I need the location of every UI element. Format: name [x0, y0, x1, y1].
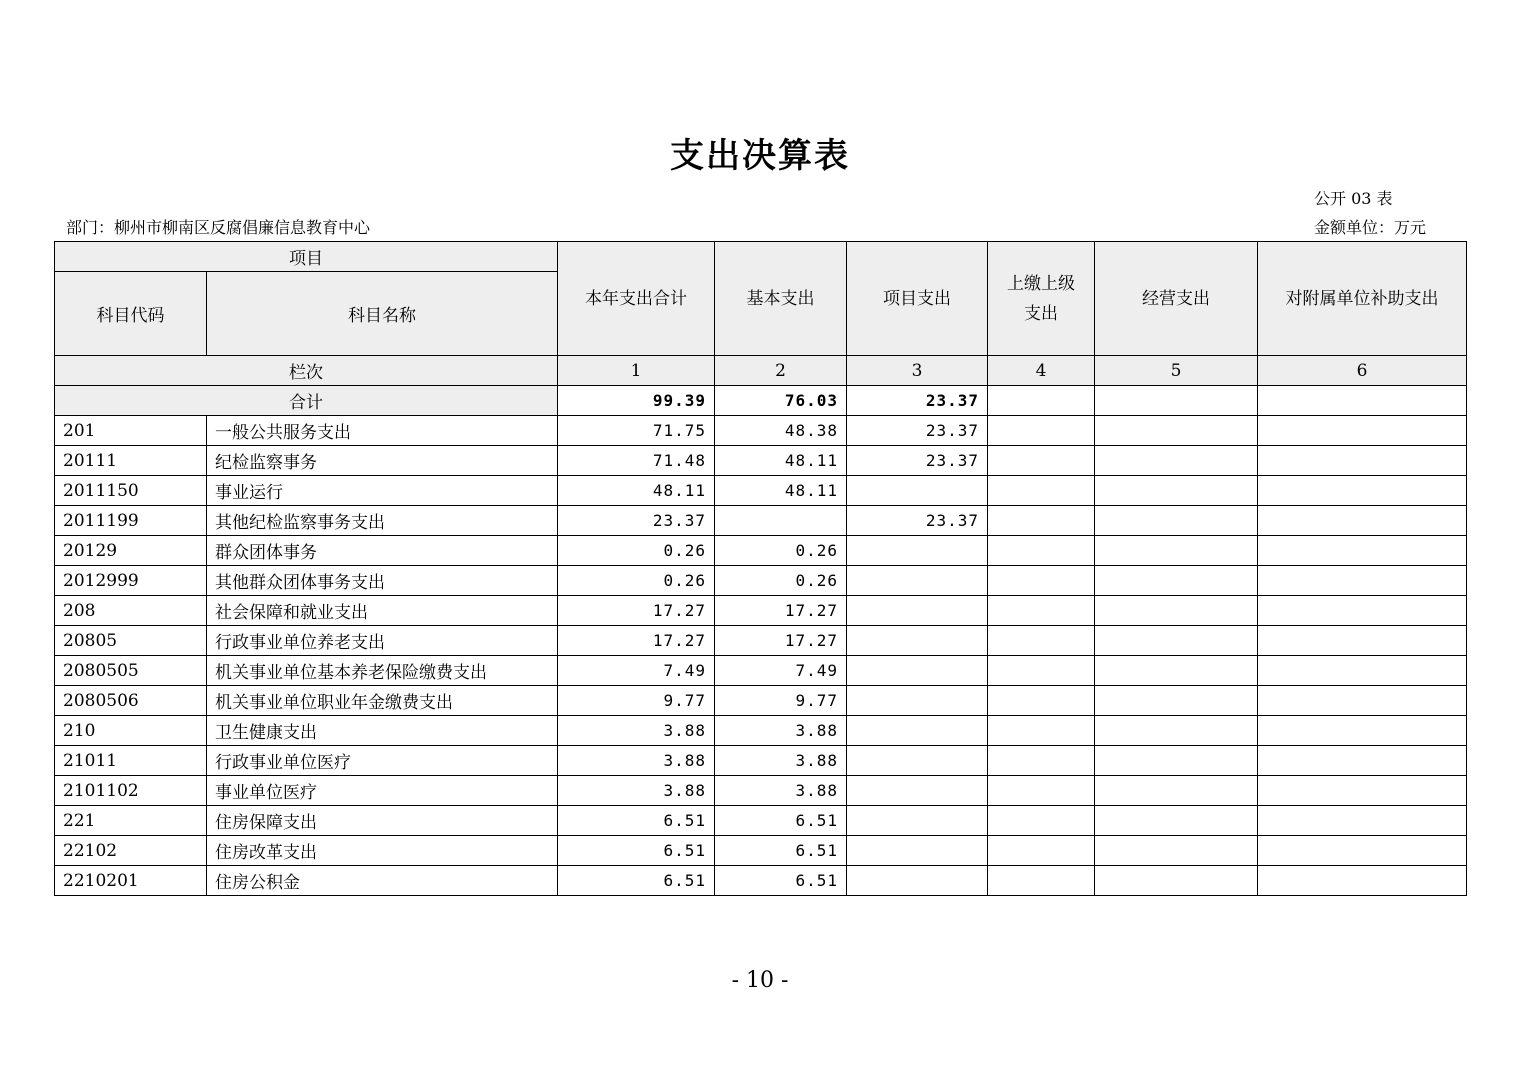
project-cell: [847, 686, 988, 716]
remit-cell: [988, 446, 1095, 476]
name-cell: 社会保障和就业支出: [207, 596, 558, 626]
basic-cell: 6.51: [715, 836, 847, 866]
code-cell: 210: [55, 716, 207, 746]
basic-cell: 3.88: [715, 776, 847, 806]
remit-cell: [988, 656, 1095, 686]
total-cell: 0.26: [558, 566, 715, 596]
page-number: - 10 -: [731, 968, 789, 993]
basic-cell: 48.11: [715, 476, 847, 506]
code-cell: 201: [55, 416, 207, 446]
total-label: 合计: [55, 386, 558, 416]
operating-cell: [1095, 506, 1258, 536]
operating-cell: [1095, 776, 1258, 806]
project-cell: 23.37: [847, 416, 988, 446]
table-row: [55, 416, 1467, 446]
operating-cell: [1095, 626, 1258, 656]
table-row: [55, 836, 1467, 866]
subsidy-cell: [1258, 806, 1467, 836]
total-cell: 3.88: [558, 716, 715, 746]
subsidy-cell: [1258, 536, 1467, 566]
basic-cell: 48.38: [715, 416, 847, 446]
name-cell: 其他纪检监察事务支出: [207, 506, 558, 536]
code-cell: 2210201: [55, 866, 207, 896]
table-row: [55, 626, 1467, 656]
operating-cell: [1095, 716, 1258, 746]
remit-cell: [988, 506, 1095, 536]
name-cell: 住房保障支出: [207, 806, 558, 836]
lanci-label: 栏次: [55, 356, 558, 386]
operating-cell: [1095, 566, 1258, 596]
total-cell: 48.11: [558, 476, 715, 506]
name-cell: 一般公共服务支出: [207, 416, 558, 446]
subsidy-cell: [1258, 626, 1467, 656]
table-row: [55, 656, 1467, 686]
basic-cell: 17.27: [715, 626, 847, 656]
subsidy-cell: [1258, 416, 1467, 446]
basic-cell: 0.26: [715, 536, 847, 566]
project-cell: [847, 746, 988, 776]
project-cell: [847, 626, 988, 656]
basic-cell: 0.26: [715, 566, 847, 596]
table-row: [55, 536, 1467, 566]
operating-cell: [1095, 656, 1258, 686]
code-cell: 2080506: [55, 686, 207, 716]
basic-cell: [715, 506, 847, 536]
code-cell: 21011: [55, 746, 207, 776]
total-cell: 3.88: [558, 776, 715, 806]
name-cell: 其他群众团体事务支出: [207, 566, 558, 596]
remit-cell: [988, 416, 1095, 446]
project-cell: [847, 776, 988, 806]
table-row: [55, 446, 1467, 476]
total-operating-value: [1095, 386, 1258, 416]
lanci-row: [55, 356, 1467, 386]
project-cell: 23.37: [847, 446, 988, 476]
remit-cell: [988, 536, 1095, 566]
table-row: [55, 506, 1467, 536]
total-cell: 9.77: [558, 686, 715, 716]
operating-cell: [1095, 416, 1258, 446]
table-row: [55, 716, 1467, 746]
code-cell: 2080505: [55, 656, 207, 686]
header-total-expenditure: 本年支出合计: [558, 242, 715, 356]
total-subsidy-value: [1258, 386, 1467, 416]
subsidy-cell: [1258, 836, 1467, 866]
lanci-5: 5: [1095, 356, 1258, 386]
code-cell: 20111: [55, 446, 207, 476]
code-cell: 22102: [55, 836, 207, 866]
total-cell: 71.75: [558, 416, 715, 446]
header-basic-expenditure: 基本支出: [715, 242, 847, 356]
operating-cell: [1095, 536, 1258, 566]
remit-cell: [988, 626, 1095, 656]
subsidy-cell: [1258, 656, 1467, 686]
table-row: [55, 686, 1467, 716]
total-cell: 0.26: [558, 536, 715, 566]
remit-cell: [988, 476, 1095, 506]
project-cell: [847, 836, 988, 866]
subsidy-cell: [1258, 476, 1467, 506]
header-name: 科目名称: [207, 272, 558, 356]
code-cell: 2011199: [55, 506, 207, 536]
header-row-project: [55, 242, 1467, 272]
remit-cell: [988, 746, 1095, 776]
total-basic-value: 76.03: [715, 386, 847, 416]
remit-cell: [988, 866, 1095, 896]
project-cell: [847, 536, 988, 566]
basic-cell: 17.27: [715, 596, 847, 626]
remit-cell: [988, 716, 1095, 746]
total-project-value: 23.37: [847, 386, 988, 416]
remit-cell: [988, 836, 1095, 866]
name-cell: 事业单位医疗: [207, 776, 558, 806]
total-cell: 23.37: [558, 506, 715, 536]
total-cell: 3.88: [558, 746, 715, 776]
lanci-1: 1: [558, 356, 715, 386]
project-cell: [847, 866, 988, 896]
basic-cell: 48.11: [715, 446, 847, 476]
basic-cell: 6.51: [715, 866, 847, 896]
subsidy-cell: [1258, 566, 1467, 596]
code-cell: 20805: [55, 626, 207, 656]
header-remit-line2: 支出: [1024, 303, 1058, 324]
total-expenditure-value: 99.39: [558, 386, 715, 416]
amount-unit-label: 金额单位：万元: [1314, 218, 1427, 237]
department-label: 部门：柳州市柳南区反腐倡廉信息教育中心: [66, 218, 371, 237]
project-cell: 23.37: [847, 506, 988, 536]
operating-cell: [1095, 596, 1258, 626]
remit-cell: [988, 566, 1095, 596]
name-cell: 住房公积金: [207, 866, 558, 896]
table-row: [55, 566, 1467, 596]
code-cell: 20129: [55, 536, 207, 566]
table-row: [55, 776, 1467, 806]
name-cell: 住房改革支出: [207, 836, 558, 866]
header-project: 项目: [55, 242, 558, 272]
name-cell: 群众团体事务: [207, 536, 558, 566]
name-cell: 机关事业单位职业年金缴费支出: [207, 686, 558, 716]
header-subsidiary-subsidy: 对附属单位补助支出: [1258, 242, 1467, 356]
subsidy-cell: [1258, 506, 1467, 536]
lanci-4: 4: [988, 356, 1095, 386]
operating-cell: [1095, 476, 1258, 506]
lanci-2: 2: [715, 356, 847, 386]
code-cell: 2011150: [55, 476, 207, 506]
total-remit-value: [988, 386, 1095, 416]
header-remit-line1: 上缴上级: [1007, 273, 1075, 294]
header-code: 科目代码: [55, 272, 207, 356]
subsidy-cell: [1258, 716, 1467, 746]
total-cell: 17.27: [558, 596, 715, 626]
project-cell: [847, 716, 988, 746]
total-cell: 6.51: [558, 836, 715, 866]
subsidy-cell: [1258, 746, 1467, 776]
remit-cell: [988, 686, 1095, 716]
total-cell: 7.49: [558, 656, 715, 686]
operating-cell: [1095, 446, 1258, 476]
header-remit-upper-expenditure: [988, 242, 1095, 356]
subsidy-cell: [1258, 596, 1467, 626]
subsidy-cell: [1258, 686, 1467, 716]
form-number: 公开 03 表: [1314, 189, 1393, 208]
page-title: 支出决算表: [670, 136, 850, 176]
table-row: [55, 476, 1467, 506]
remit-cell: [988, 596, 1095, 626]
operating-cell: [1095, 836, 1258, 866]
basic-cell: 7.49: [715, 656, 847, 686]
project-cell: [847, 566, 988, 596]
lanci-3: 3: [847, 356, 988, 386]
total-cell: 6.51: [558, 866, 715, 896]
subsidy-cell: [1258, 446, 1467, 476]
subsidy-cell: [1258, 866, 1467, 896]
project-cell: [847, 806, 988, 836]
remit-cell: [988, 776, 1095, 806]
name-cell: 卫生健康支出: [207, 716, 558, 746]
header-project-expenditure: 项目支出: [847, 242, 988, 356]
table-row: [55, 596, 1467, 626]
total-cell: 71.48: [558, 446, 715, 476]
table-row: [55, 806, 1467, 836]
name-cell: 机关事业单位基本养老保险缴费支出: [207, 656, 558, 686]
operating-cell: [1095, 806, 1258, 836]
name-cell: 事业运行: [207, 476, 558, 506]
code-cell: 2101102: [55, 776, 207, 806]
table-row: [55, 866, 1467, 896]
basic-cell: 3.88: [715, 746, 847, 776]
total-row: [55, 386, 1467, 416]
subsidy-cell: [1258, 776, 1467, 806]
project-cell: [847, 596, 988, 626]
name-cell: 行政事业单位医疗: [207, 746, 558, 776]
operating-cell: [1095, 746, 1258, 776]
remit-cell: [988, 806, 1095, 836]
name-cell: 纪检监察事务: [207, 446, 558, 476]
code-cell: 221: [55, 806, 207, 836]
basic-cell: 9.77: [715, 686, 847, 716]
operating-cell: [1095, 866, 1258, 896]
basic-cell: 6.51: [715, 806, 847, 836]
basic-cell: 3.88: [715, 716, 847, 746]
name-cell: 行政事业单位养老支出: [207, 626, 558, 656]
total-cell: 6.51: [558, 806, 715, 836]
project-cell: [847, 476, 988, 506]
table-row: [55, 746, 1467, 776]
expenditure-table: [54, 241, 1467, 896]
project-cell: [847, 656, 988, 686]
operating-cell: [1095, 686, 1258, 716]
total-cell: 17.27: [558, 626, 715, 656]
code-cell: 208: [55, 596, 207, 626]
header-operating-expenditure: 经营支出: [1095, 242, 1258, 356]
code-cell: 2012999: [55, 566, 207, 596]
lanci-6: 6: [1258, 356, 1467, 386]
